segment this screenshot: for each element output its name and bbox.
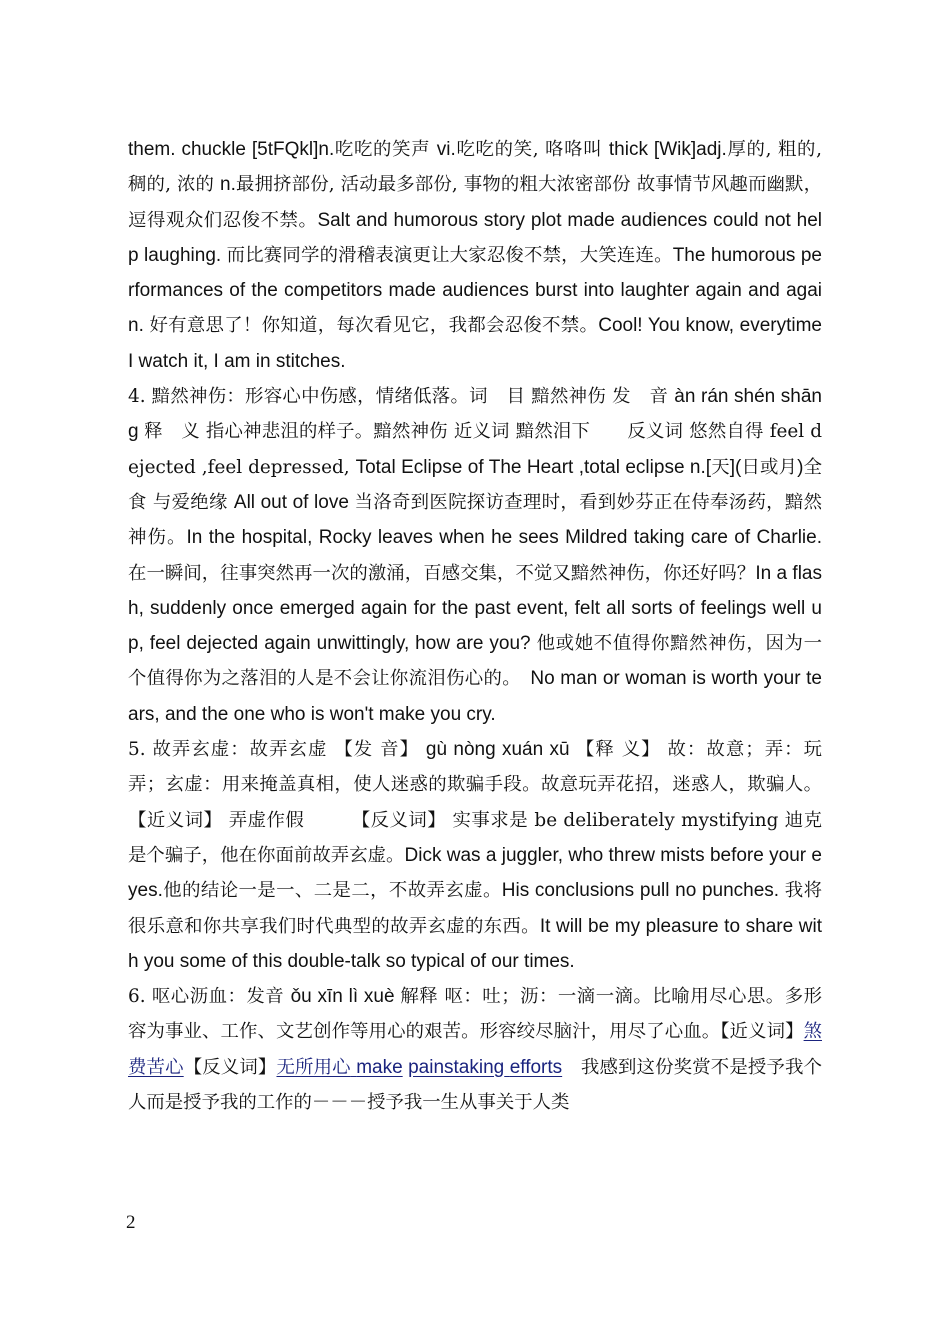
text-run: Dick was a juggler, who threw mists before your eyes. [128, 844, 822, 902]
text-run: 全食 与爱绝缘 [128, 456, 822, 513]
text-run: 6. 呕心沥血：发音 [128, 986, 291, 1008]
page-number: 2 [126, 1212, 136, 1233]
text-run: 日或月 [741, 456, 798, 478]
text-run: 他或她不值得你黯然神伤，因为一个值得你为之落泪的人是不会让你流泪伤心的。 [128, 633, 822, 690]
paragraph-entry-5 [128, 732, 822, 979]
text-run: ]( [729, 456, 742, 478]
text-run: 释 义 指心神悲沮的样子。黯然神伤 近义词 黯然泪下 反义词 悠然自得 feel dejected ,feel depressed, [128, 421, 822, 478]
text-run: 天 [711, 456, 730, 478]
text-run: ) [797, 456, 804, 478]
text-run: 最拥挤部份, 活动最多部份, 事物的粗大浓密部份 故事情节风趣而幽默，逗得观众们忍俊不禁。 [128, 174, 822, 231]
text-run: Salt and humorous story plot made audiences could not help laughing. [128, 209, 822, 266]
text-run: 好有意思了！你知道，每次看见它，我都会忍俊不禁。 [149, 315, 599, 337]
antonym-link[interactable]: 无所用心 [276, 1056, 351, 1078]
text-run: It will be my pleasure to share with you some of this double-talk so typical of our times. [128, 915, 822, 972]
text-run: His conclusions pull no punches. [501, 880, 785, 902]
text-run: 5. 故弄玄虚：故弄玄虚 【发 音】 [128, 739, 426, 761]
text-run: them. chuckle [5tFQkl]n. [128, 139, 335, 160]
translation-link-make[interactable]: make [356, 1056, 403, 1078]
paragraph-entry-6 [128, 979, 822, 1120]
text-run: vi. [436, 139, 456, 160]
text-run: 他的结论一是一、二是二，不故弄玄虚。 [162, 880, 502, 902]
paragraph-continuation [128, 132, 822, 379]
text-run: 我感到这份奖赏不是授予我个人而是授予我的工作的－－－授予我一生从事关于人类 [128, 1056, 822, 1114]
text-run: The humorous performances of the competitors made audiences burst into laughter again and again. [128, 244, 822, 337]
text-run: Total Eclipse of The Heart ,total eclipse n.[ [355, 456, 712, 478]
text-run: thick [Wik]adj. [608, 139, 727, 160]
text-run: n. [220, 174, 236, 196]
page-body [128, 132, 822, 1120]
synonym-link[interactable]: 煞费苦心 [128, 1021, 822, 1078]
text-run: gù nòng xuán xū [425, 739, 576, 761]
text-run: In the hospital, Rocky leaves when he sees Mildred taking care of Charlie. [186, 527, 822, 549]
text-run: Cool! You know, everytime I watch it, I am in stitches. [128, 315, 822, 372]
text-run: All out of love [233, 491, 355, 513]
text-run: 在一瞬间，往事突然再一次的激涌，百感交集，不觉又黯然神伤，你还好吗？ [128, 562, 756, 584]
text-run: 而比赛同学的滑稽表演更让大家忍俊不禁，大笑连连。 [226, 244, 673, 266]
translation-link-painstaking[interactable]: painstaking [408, 1056, 505, 1078]
text-run: 吃吃的笑, 咯咯叫 [455, 139, 609, 160]
translation-link-efforts[interactable]: efforts [509, 1056, 563, 1078]
text-run: In a flash, suddenly once emerged again for the past event, felt all sorts of feelings well up, feel dejected again unwittingly, how are you? [128, 562, 822, 655]
text-run: No man or woman is worth your tears, and the one who is won't make you cry. [128, 668, 822, 725]
text-run: 厚的, 粗的, 稠的, 浓的 [128, 139, 822, 196]
text-run: 【释 义】 故：故意；弄：玩弄；玄虚：用来掩盖真相，使人迷惑的欺骗手段。故意玩弄花招，迷惑人，欺骗人。【近义词】 弄虚作假 【反义词】 实事求是 be deliberately mystifying 迪克是个骗子，他在你面前故弄玄虚。 [128, 739, 822, 866]
text-run: 我将很乐意和你共享我们时代典型的故弄玄虚的东西。 [128, 880, 822, 937]
text-run: 解释 呕：吐；沥：一滴一滴。比喻用尽心思。多形容为事业、工作、文艺创作等用心的艰苦。形容绞尽脑汁，用尽了心血。【近义词】 [128, 986, 822, 1043]
text-run: 4. 黯然神伤：形容心中伤感，情绪低落。词 目 黯然神伤 发 音 [128, 386, 675, 408]
text-run: àn rán shén shāng [128, 386, 822, 443]
text-run: 吃吃的笑声 [334, 139, 437, 160]
text-run: ǒu xīn lì xuè [290, 986, 401, 1008]
text-run: 当洛奇到医院探访查理时，看到妙芬正在侍奉汤药，黯然神伤。 [128, 491, 822, 549]
paragraph-entry-4 [128, 379, 822, 732]
text-run: 【反义词】 [183, 1056, 277, 1078]
